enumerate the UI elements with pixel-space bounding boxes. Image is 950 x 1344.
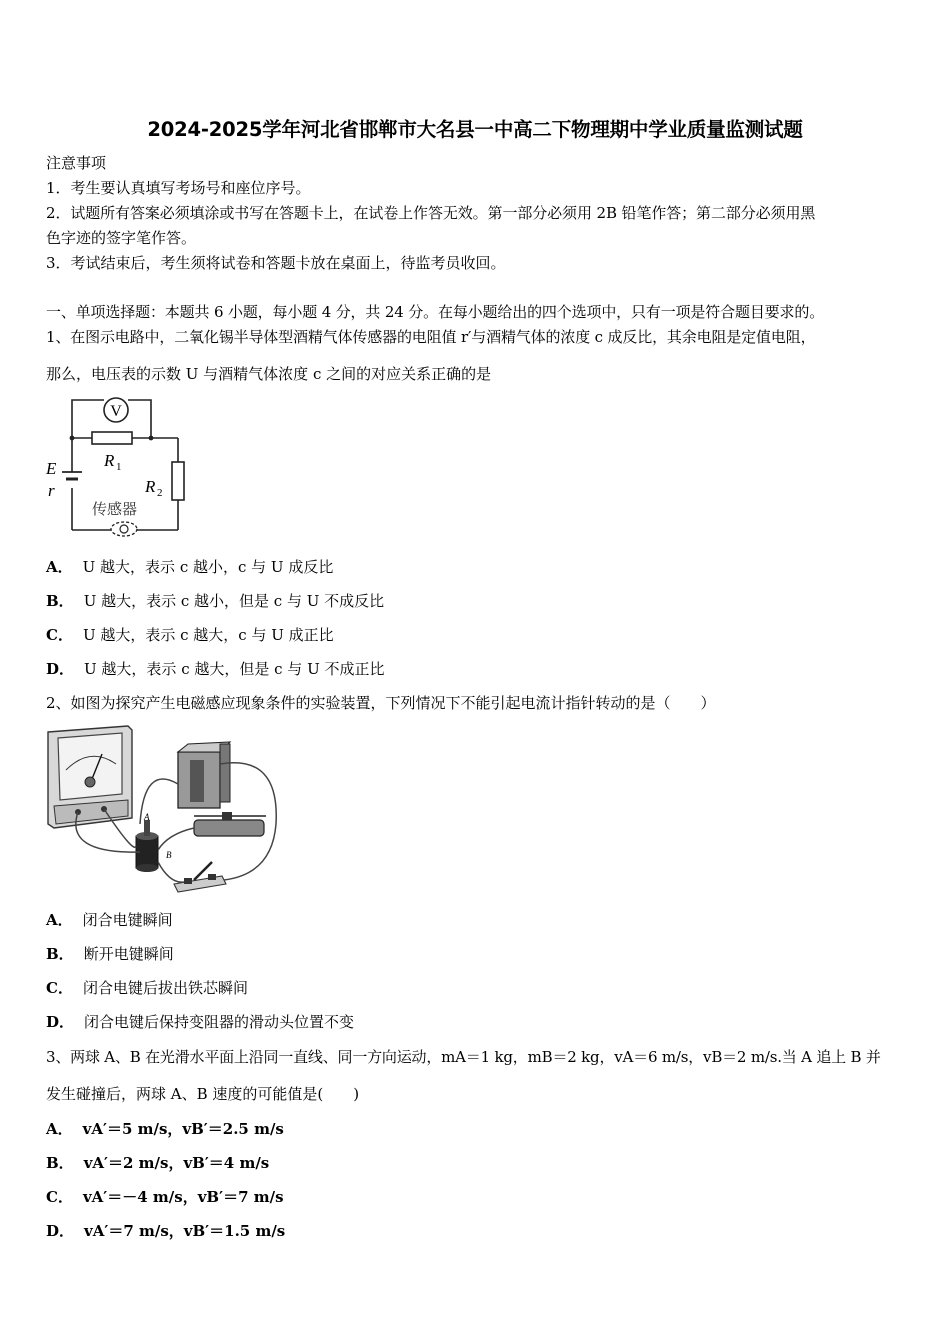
option-letter: B． [46, 1154, 74, 1172]
resistor-r1 [92, 432, 132, 444]
q1-option-d[interactable] [46, 659, 384, 679]
q1-stem-line2: 那么，电压表的示数 U 与酒精气体浓度 c 之间的对应关系正确的是 [46, 365, 492, 383]
q1-option-c[interactable] [46, 625, 334, 645]
option-text: 闭合电键瞬间 [82, 911, 173, 929]
option-letter: C． [46, 626, 73, 644]
option-text: U 越大，表示 c 越大，c 与 U 成正比 [82, 626, 334, 644]
option-letter: C． [46, 979, 73, 997]
notice-item: 2．试题所有答案必须填涂或书写在答题卡上，在试卷上作答无效。第一部分必须用 2B 铅笔作答；第二部分必须用黑 [46, 204, 816, 222]
section-heading: 一、单项选择题：本题共 6 小题，每小题 4 分，共 24 分。在每小题给出的四个选项中，只有一项是符合题目要求的。 [46, 303, 825, 321]
coil-icon [136, 820, 158, 872]
q2-stem: 2、如图为探究产生电磁感应现象条件的实验装置，下列情况下不能引起电流计指针转动的是（ ） [46, 694, 716, 712]
coil-b-label: B [166, 850, 172, 860]
option-text: 断开电键瞬间 [83, 945, 174, 963]
option-text: vA′＝2 m/s，vB′＝4 m/s [83, 1154, 270, 1172]
r2-sub: 2 [157, 487, 163, 499]
option-text: 闭合电键后保持变阻器的滑动头位置不变 [84, 1013, 355, 1031]
option-letter: A． [46, 911, 73, 929]
notice-item: 1．考生要认真填写考场号和座位序号。 [46, 179, 311, 197]
notice-item: 色字迹的签字笔作答。 [46, 229, 197, 247]
induction-apparatus [44, 724, 284, 896]
option-text: 闭合电键后拔出铁芯瞬间 [82, 979, 248, 997]
option-letter: D． [46, 1222, 75, 1240]
option-letter: A． [46, 1120, 73, 1138]
galvanometer-icon [48, 726, 132, 828]
q1-option-a[interactable] [46, 557, 333, 577]
option-letter: C． [46, 1188, 73, 1206]
option-letter: B． [46, 945, 74, 963]
q1-stem-line1: 1、在图示电路中，二氧化锡半导体型酒精气体传感器的电阻值 r′与酒精气体的浓度 c 成反比，其余电阻是定值电阻， [46, 328, 816, 346]
q3-stem-line2: 发生碰撞后，两球 A、B 速度的可能值是( ) [46, 1085, 360, 1103]
notice-item: 3．考试结束后，考生须将试卷和答题卡放在桌面上，待监考员收回。 [46, 254, 506, 272]
sensor-label: 传感器 [92, 500, 138, 518]
q3-option-b[interactable] [46, 1153, 269, 1173]
option-letter: B． [46, 592, 74, 610]
r1-label: R [104, 451, 115, 470]
r1-sub: 1 [116, 461, 122, 473]
option-text: vA′＝7 m/s，vB′＝1.5 m/s [84, 1222, 286, 1240]
option-letter: D． [46, 660, 75, 678]
option-letter: A． [46, 558, 73, 576]
emf-label: E [46, 459, 57, 478]
q2-option-c[interactable] [46, 978, 248, 998]
resistor-r2 [172, 462, 184, 500]
q2-option-d[interactable] [46, 1012, 354, 1032]
r2-label: R [145, 477, 156, 496]
option-text: U 越大，表示 c 越大，但是 c 与 U 不成正比 [84, 660, 385, 678]
circuit-diagram [44, 392, 194, 540]
option-text: U 越大，表示 c 越小，c 与 U 成反比 [82, 558, 334, 576]
coil-a-label: A [144, 812, 150, 822]
q1-option-b[interactable] [46, 591, 384, 611]
internal-resistance-label: r [48, 481, 55, 500]
q3-option-a[interactable] [46, 1119, 284, 1139]
option-text: U 越大，表示 c 越小，但是 c 与 U 不成反比 [83, 592, 385, 610]
q2-option-a[interactable] [46, 910, 173, 930]
option-text: vA′＝－4 m/s，vB′＝7 m/s [82, 1188, 284, 1206]
option-letter: D． [46, 1013, 75, 1031]
voltmeter-label: V [110, 403, 122, 420]
q2-option-b[interactable] [46, 944, 174, 964]
q3-stem-line1: 3、两球 A、B 在光滑水平面上沿同一直线、同一方向运动，mA＝1 kg，mB＝2 kg，vA＝6 m/s，vB＝2 m/s.当 A 追上 B 并 [46, 1048, 881, 1066]
q3-option-c[interactable] [46, 1187, 284, 1207]
switch-icon [174, 862, 226, 892]
option-text: vA′＝5 m/s，vB′＝2.5 m/s [82, 1120, 284, 1138]
battery-icon [178, 742, 230, 808]
q3-option-d[interactable] [46, 1221, 285, 1241]
notice-heading: 注意事项 [46, 154, 107, 172]
page-title: 2024-2025学年河北省邯郸市大名县一中高二下物理期中学业质量监测试题 [147, 118, 803, 141]
rheostat-icon [194, 812, 266, 836]
